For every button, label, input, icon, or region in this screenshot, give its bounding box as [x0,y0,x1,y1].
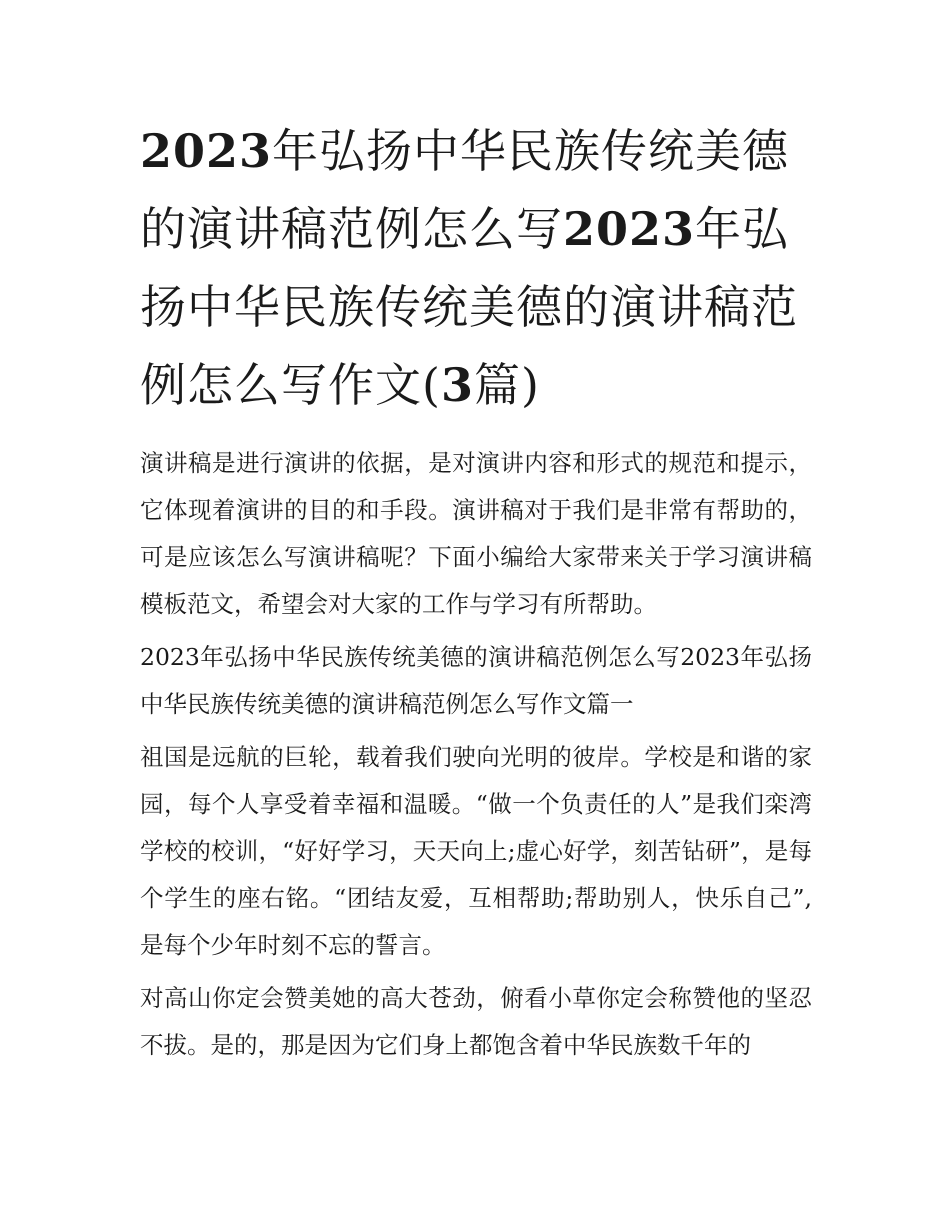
title-year-2: 2023 [563,202,696,256]
title-text-2: 年弘扬中华民族传统美德的演讲稿范例怎么写作文( [140,202,798,412]
title-year-1: 2023 [140,124,273,178]
title-count: 3 [440,358,474,412]
document-title [140,112,812,424]
intro-paragraph: 演讲稿是进行演讲的依据，是对演讲内容和形式的规范和提示，它体现着演讲的目的和手段。演讲稿对于我们是非常有帮助的，可是应该怎么写演讲稿呢？下面小编给大家带来关于学习演讲稿模板范文，希望会对大家的工作与学习有所帮助。 [140,449,812,618]
section-heading-paragraph: 2023年弘扬中华民族传统美德的演讲稿范例怎么写2023年弘扬中华民族传统美德的演讲稿范例怎么写作文篇一 [140,643,812,718]
body-paragraph-2: 对高山你定会赞美她的高大苍劲，俯看小草你定会称赞他的坚忍不拔。是的，那是因为它们身上都饱含着中华民族数千年的 [140,984,812,1059]
document-body [140,112,812,1069]
title-text-1: 年弘扬中华民族传统美德的演讲稿范例怎么写 [140,124,790,256]
body-paragraph-1: 祖国是远航的巨轮，载着我们驶向光明的彼岸。学校是和谐的家园，每个人享受着幸福和温暖。“做一个负责任的人”是我们栾湾学校的校训，“好好学习，天天向上;虚心好学，刻苦钻研”，是每个学生的座右铭。“团结友爱，互相帮助;帮助别人，快乐自己”,是每个少年时刻不忘的誓言。 [140,743,812,959]
title-text-3: 篇) [473,358,540,412]
